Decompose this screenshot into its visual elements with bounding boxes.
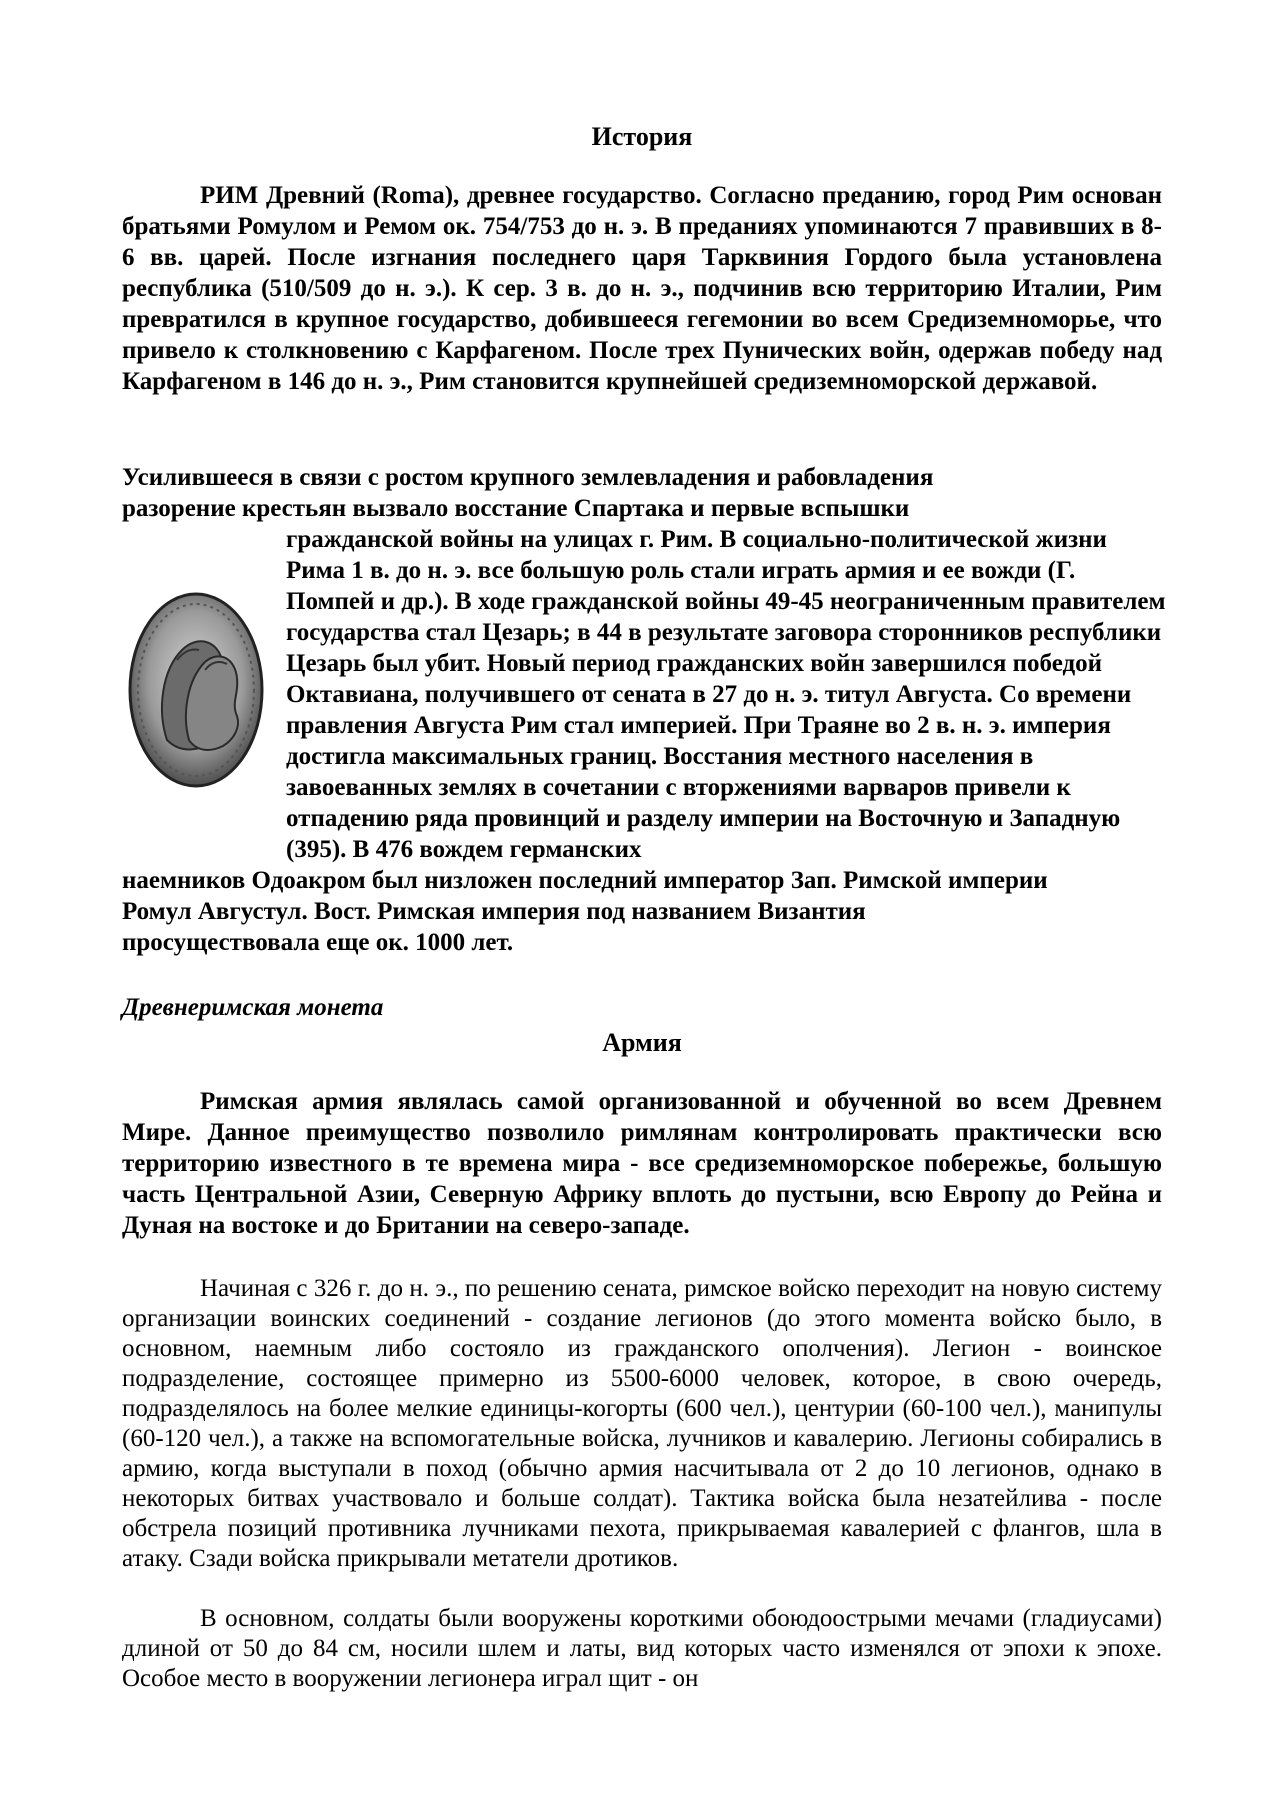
army-paragraph-3: В основном, солдаты были вооружены короткими обоюдоострыми мечами (гладиусами) длиной от 50 до 84 см, носили шлем и латы, вид которых часто изменялся от эпохи к эпохе. Особое место в вооружении легионера играл щит - он — [122, 1605, 1162, 1692]
history-p2-line-a: наемников Одоакром был низложен последний император Зап. Римской империи — [122, 867, 1048, 894]
army-paragraph-2: Начиная с 326 г. до н. э., по решению сената, римское войско переходит на новую систему организации воинских соединений - создание легионов (до этого момента войско было, в основном, наемным либо состояло из гражданского ополчения). Легион - воинское подразделение, состоящее примерно из 5500-6000 человек, которое, в свою очередь, подразделялось на более мелкие единицы-когорты (600 чел.), центурии (60-100 чел.), манипулы (60-120 чел.), а также на вспомогательные войска, лучников и кавалерию. Легионы собирались в армию, когда выступали в поход (обычно армия насчитывала от 2 до 10 легионов, однако в некоторых битвах участвовало и больше солдат). Тактика войска была незатейлива - после обстрела позиций противника лучниками пехота, прикрываемая кавалерией с флангов, шла в атаку. Сзади войска прикрывали метатели дротиков. — [122, 1275, 1162, 1572]
history-paragraph-1: РИМ Древний (Roma), древнее государство. Согласно преданию, город Рим основан братьями Ромулом и Ремом ок. 754/753 до н. э. В преданиях упоминаются 7 правивших в 8-6 вв. царей. После изгнания последнего царя Тарквиния Гордого была установлена республика (510/509 до н. э.). К сер. 3 в. до н. э., подчинив всю территорию Италии, Рим превратился в крупное государство, добившееся гегемонии во всем Средиземноморье, что привело к столкновению с Карфагеном. После трех Пунических войн, одержав победу над Карфагеном в 146 до н. э., Рим становится крупнейшей средиземноморской державой. — [122, 182, 1162, 395]
history-p2-line-c: просуществовала еще ок. 1000 лет. — [122, 929, 514, 956]
history-paragraph-2 — [122, 462, 1166, 958]
history-p2-wrap — [122, 524, 1166, 865]
army-heading: Армия — [602, 1028, 682, 1057]
history-heading: История — [591, 122, 693, 151]
coin-caption: Древнеримская монета — [122, 994, 384, 1021]
army-paragraph-1: Римская армия являлась самой организованной и обученной во всем Древнем Мире. Данное преимущество позволило римлянам контролировать практически всю территорию известного в те времена мира - все средиземноморское побережье, большую часть Центральной Азии, Северную Африку вплоть до пустыни, всю Европу до Рейна и Дуная на востоке и до Британии на северо-западе. — [122, 1088, 1162, 1239]
history-p2-line-2: разорение крестьян вызвало восстание Спартака и первые вспышки — [122, 495, 910, 522]
history-p2-line-b: Ромул Августул. Вост. Римская империя под названием Византия — [122, 898, 866, 925]
history-p2-line-1: Усилившееся в связи с ростом крупного землевладения и рабовладения — [122, 464, 934, 491]
history-p2-wrap-text: гражданской войны на улицах г. Рим. В социально-политической жизни Рима 1 в. до н. э. все большую роль стали играть армия и ее вожди (Г. Помпей и др.). В ходе гражданской войны 49-45 неограниченным правителем государства стал Цезарь; в 44 в результате заговора сторонников республики Цезарь был убит. Новый период гражданских войн завершился победой Октавиана, получившего от сената в 27 до н. э. титул Августа. Со времени правления Августа Рим стал империей. При Траяне во 2 в. н. э. империя достигла максимальных границ. Восстания местного населения в завоеванных землях в сочетании с вторжениями варваров привели к отпадению ряда провинций и разделу империи на Восточную и Западную (395). В 476 вождем германских — [286, 526, 1166, 863]
roman-coin-image — [127, 590, 265, 790]
